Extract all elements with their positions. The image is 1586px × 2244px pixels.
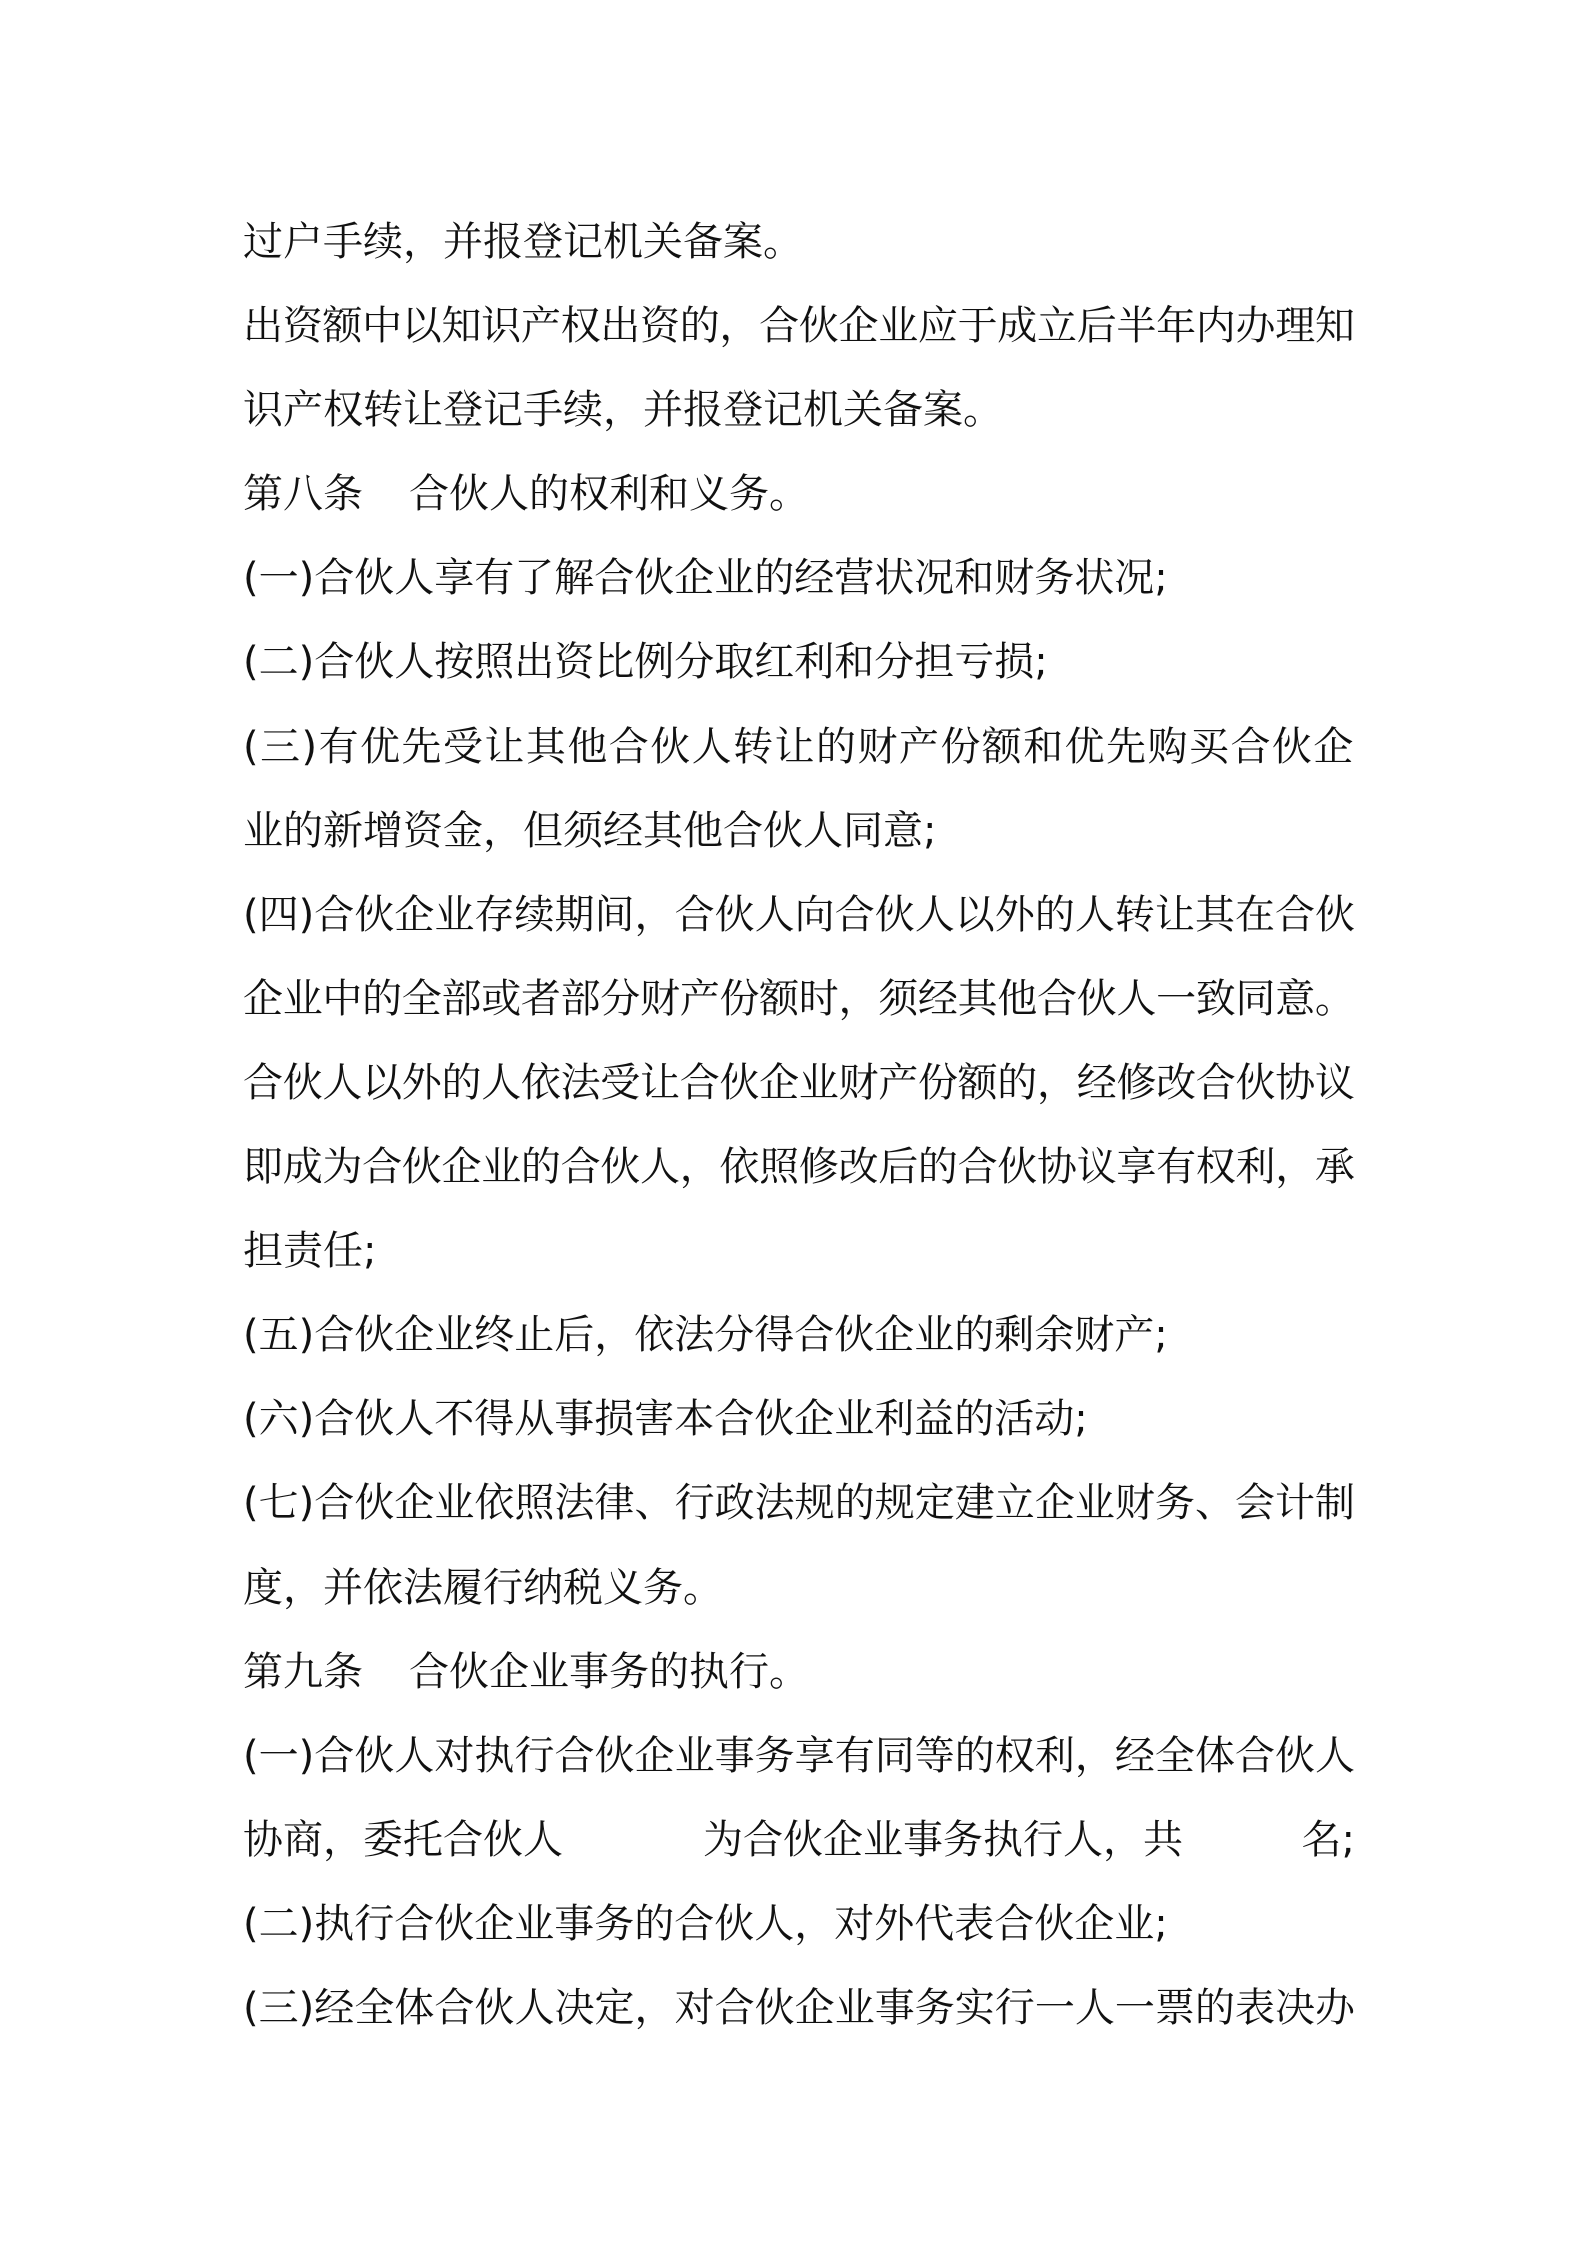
fill-in-text: 协商，委托合伙人 为合伙企业事务执行人，共 <box>243 1816 1183 1863</box>
text-line: 出资额中以知识产权出资的，合伙企业应于成立后半年内办理知 <box>243 303 1355 350</box>
fill-in-line <box>243 1798 1355 1882</box>
text-line: 度，并依法履行纳税义务。 <box>243 1564 723 1611</box>
text-line: (一)合伙人对执行合伙企业事务享有同等的权利，经全体合伙人 <box>243 1732 1356 1779</box>
text-line: (四)合伙企业存续期间，合伙人向合伙人以外的人转让其在合伙 <box>243 891 1356 938</box>
text-line: 企业中的全部或者部分财产份额时，须经其他合伙人一致同意。 <box>243 975 1355 1022</box>
text-line: (六)合伙人不得从事损害本合伙企业利益的活动; <box>243 1396 1088 1443</box>
article-number: 第八条 <box>243 471 363 518</box>
article-number: 第九条 <box>243 1648 363 1695</box>
text-line: 业的新增资金，但须经其他合伙人同意; <box>243 807 937 854</box>
text-line: (三)经全体合伙人决定，对合伙企业事务实行一人一票的表决办 <box>243 1984 1356 2031</box>
text-line: (三)有优先受让其他合伙人转让的财产份额和优先购买合伙企 <box>243 723 1355 770</box>
article-title: 合伙人的权利和义务。 <box>409 471 809 518</box>
text-line: 识产权转让登记手续，并报登记机关备案。 <box>243 387 1003 434</box>
article-8-heading <box>243 452 1355 536</box>
text-line: (一)合伙人享有了解合伙企业的经营状况和财务状况; <box>243 555 1168 602</box>
article-9-heading <box>243 1630 1355 1714</box>
text-line: (五)合伙企业终止后，依法分得合伙企业的剩余财产; <box>243 1312 1168 1359</box>
text-line: (二)合伙人按照出资比例分取红利和分担亏损; <box>243 639 1048 686</box>
fill-in-end: 名; <box>1301 1816 1355 1863</box>
text-line: 担责任; <box>243 1228 377 1275</box>
text-line: 过户手续，并报登记机关备案。 <box>243 219 803 265</box>
text-line: (二)执行合伙企业事务的合伙人，对外代表合伙企业; <box>243 1900 1168 1947</box>
text-line: 合伙人以外的人依法受让合伙企业财产份额的，经修改合伙协议 <box>243 1059 1355 1106</box>
article-title: 合伙企业事务的执行。 <box>409 1648 809 1695</box>
text-line: 即成为合伙企业的合伙人，依照修改后的合伙协议享有权利，承 <box>243 1144 1355 1191</box>
text-line: (七)合伙企业依照法律、行政法规的规定建立企业财务、会计制 <box>243 1480 1356 1527</box>
document-body <box>243 200 1355 2050</box>
